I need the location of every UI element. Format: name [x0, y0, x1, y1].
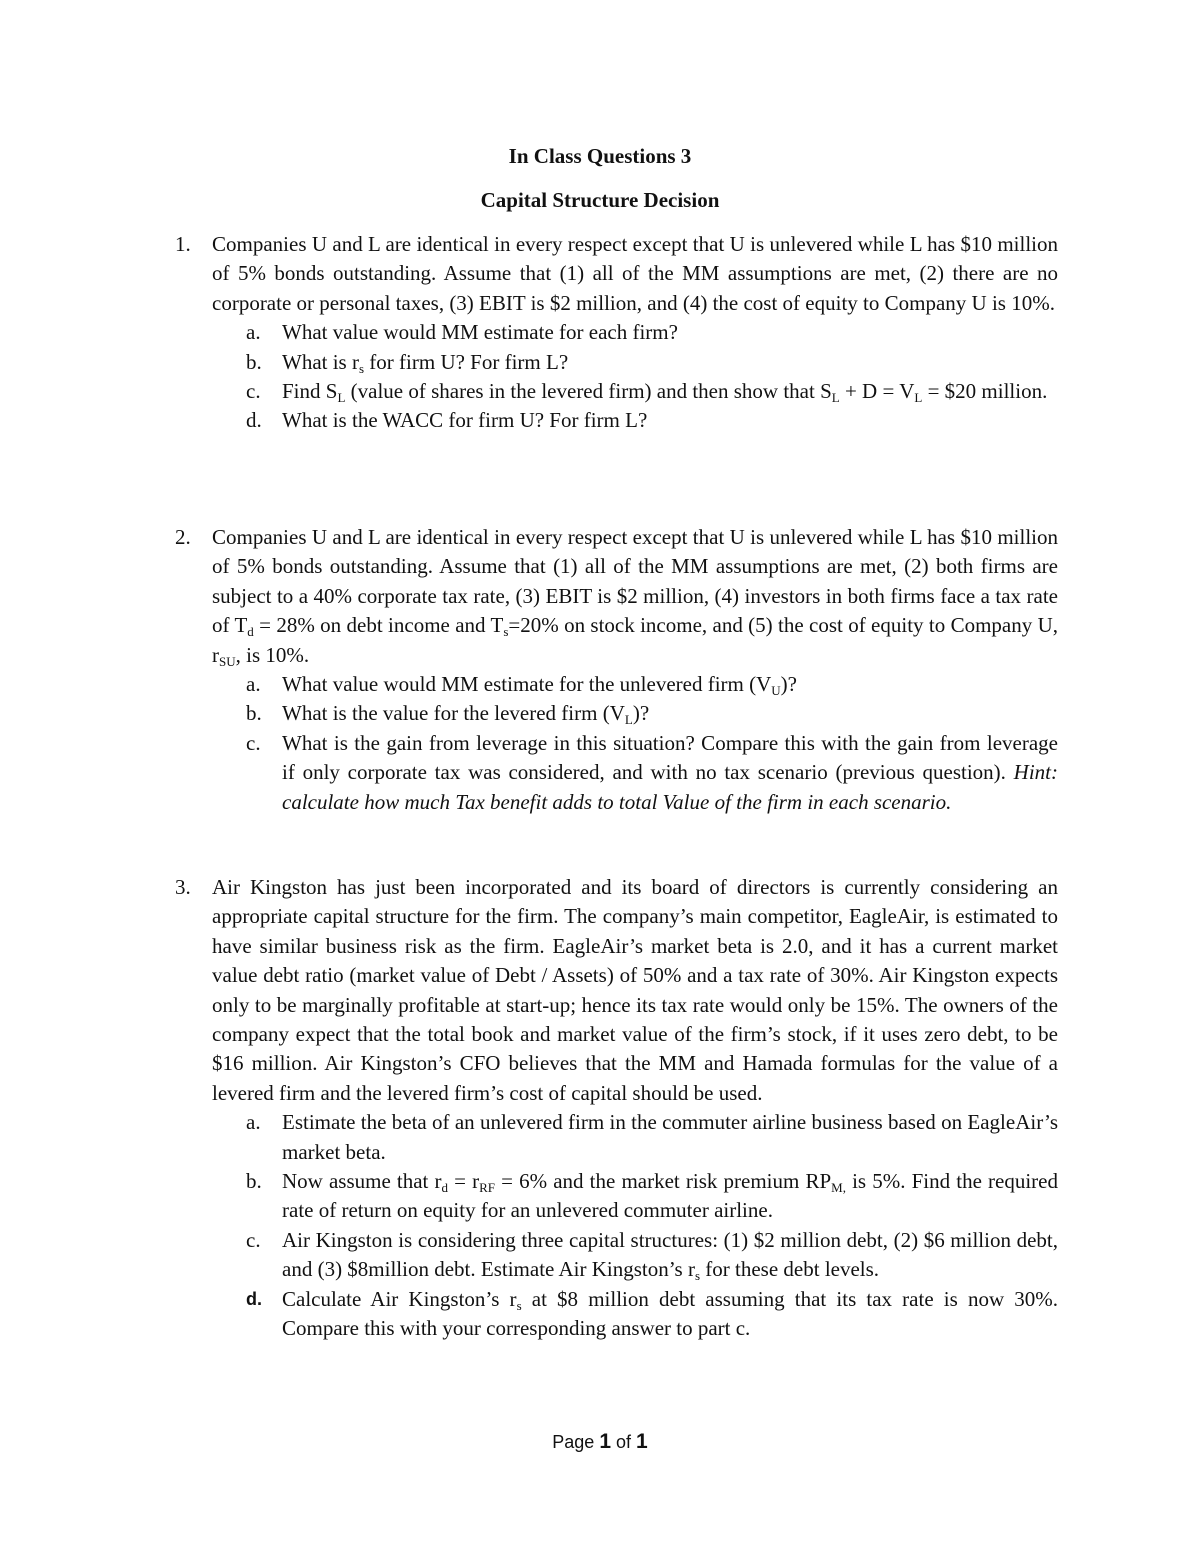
subquestion-text: Calculate Air Kingston’s $r_s$ at $8 million debt assuming that its tax rate is now 30%. Compare this with your corresponding answer to part c.	[282, 1286, 1058, 1341]
subquestion-text: What is the WACC for firm U? For firm L?	[282, 408, 648, 433]
subquestion-text: What is $r_s$ for firm U? For firm L?	[282, 349, 569, 376]
subquestion-text: Air Kingston is considering three capital structures: (1) $2 million debt, (2) $6 million debt, and (3) $8million debt. Estimate Air Kingston’s $r_s$ for these debt levels.	[282, 1227, 1058, 1284]
question-text: Companies U and L are identical in every respect except that U is unlevered while L has $10 million of 5% bonds outstanding. Assume that (1) all of the MM assumptions are met, (2) there are no corporate or personal taxes, (3) EBIT is $2 million, and (4) the cost of equity to Company U is 10%.	[212, 232, 1058, 315]
subquestion-letter: b.	[246, 349, 262, 374]
document-title: In Class Questions 3	[508, 144, 692, 168]
subquestion-3a	[212, 1108, 1058, 1167]
document-subtitle: Capital Structure Decision	[480, 188, 720, 212]
subquestion-1c	[212, 377, 1058, 406]
subquestion-1a	[212, 318, 1058, 347]
subquestion-letter: b.	[246, 701, 262, 726]
total-page-number: 1	[636, 1430, 648, 1453]
question-3	[0, 873, 1200, 1344]
subquestion-letter: c.	[246, 730, 261, 755]
subquestion-text: Now assume that $r_d = r_{RF} = 6\%$ and the market risk premium $RP_{M,}$ is 5%. Find the required rate of return on equity for an unlevered commuter airline.	[282, 1169, 1058, 1223]
subquestion-list	[212, 318, 1058, 436]
subquestion-2c	[212, 729, 1058, 817]
subquestion-text: Estimate the beta of an unlevered firm in the commuter airline business based on EagleAir’s market beta.	[282, 1110, 1058, 1164]
subquestion-2a	[212, 670, 1058, 699]
hint-text: Hint: calculate how much Tax benefit adds to total Value of the firm in each scenario.	[282, 760, 1058, 814]
question-text: Air Kingston has just been incorporated and its board of directors is currently considering an appropriate capital structure for the firm. The company’s main competitor, EagleAir, is estimated to have similar business risk as the firm. EagleAir’s market beta is 2.0, and it has a current market value debt ratio (market value of Debt / Assets) of 50% and a tax rate of 30%. Air Kingston expects only to be marginally profitable at start-up; hence its tax rate would only be 15%. The owners of the company expect that the total book and market value of the firm’s stock, if it uses zero debt, to be $16 million. Air Kingston’s CFO believes that the MM and Hamada formulas for the value of a levered firm and the levered firm’s cost of capital should be used.	[212, 875, 1058, 1105]
subquestion-text: What is the value for the levered firm $(V_L)$?	[282, 701, 650, 728]
question-text: Companies U and L are identical in every respect except that U is unlevered while L has $10 million of 5% bonds outstanding. Assume that (1) all of the MM assumptions are met, (2) both firms are subject to a 40% corporate tax rate, (3) EBIT is $2 million, (4) investors in both firms face a tax rate of $T_d = 28\%$ on debt income and $T_s=20\%$ on stock income, and (5) the cost of equity to Company U, $r_{SU}$, is 10%.	[212, 525, 1058, 669]
subquestion-text: What value would MM estimate for each firm?	[282, 320, 678, 345]
subquestion-letter: a.	[246, 1110, 261, 1135]
subquestion-3b	[212, 1167, 1058, 1226]
subquestion-letter: c.	[246, 379, 261, 404]
subquestion-letter: b.	[246, 1169, 262, 1194]
subquestion-list	[212, 670, 1058, 817]
question-number: 2.	[175, 525, 191, 549]
subquestion-letter: d.	[246, 1288, 262, 1309]
of-word: of	[616, 1432, 632, 1452]
subquestion-letter: a.	[246, 672, 261, 697]
page-footer	[0, 1430, 1200, 1454]
subquestion-letter: a.	[246, 320, 261, 345]
question-number: 1.	[175, 232, 191, 256]
subquestion-3c	[212, 1226, 1058, 1285]
subquestion-3d	[212, 1285, 1058, 1344]
current-page-number: 1	[599, 1430, 611, 1453]
subquestion-letter: c.	[246, 1227, 261, 1252]
subquestion-1d	[212, 406, 1058, 435]
subquestion-text: Find $S_L$ (value of shares in the levered firm) and then show that $S_L + D = V_L$ = $20 million.	[282, 379, 1048, 406]
subquestion-text: What value would MM estimate for the unlevered firm $(V_U)$?	[282, 672, 797, 699]
subquestion-letter: d.	[246, 408, 262, 433]
question-2	[0, 523, 1200, 817]
question-number: 3.	[175, 875, 191, 899]
question-1	[0, 230, 1200, 436]
page-word: Page	[552, 1432, 595, 1452]
subquestion-1b	[212, 348, 1058, 377]
subquestion-list	[212, 1108, 1058, 1343]
subquestion-2b	[212, 699, 1058, 728]
subquestion-text: What is the gain from leverage in this situation? Compare this with the gain from leverage if only corporate tax was considered, and with no tax scenario (previous question). Hint: calculate how much Tax benefit adds to total Value of the firm in each scenario.	[282, 730, 1058, 814]
